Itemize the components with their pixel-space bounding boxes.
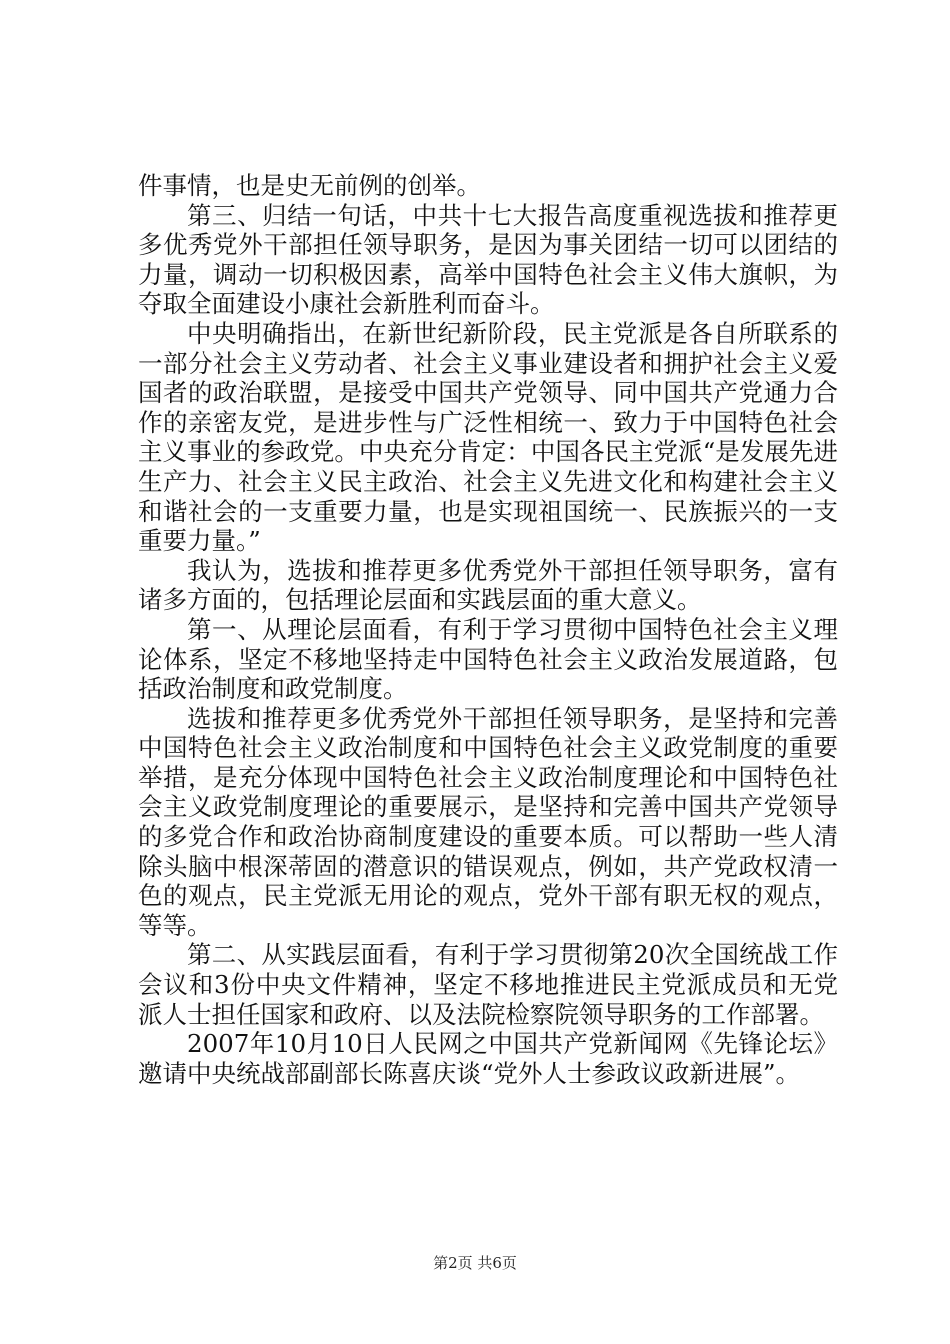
paragraph: 中央明确指出，在新世纪新阶段，民主党派是各自所联系的一部分社会主义劳动者、社会主义事业建设者和拥护社会主义爱国者的政治联盟，是接受中国共产党领导、同中国共产党通力合作的亲密友党，是进步性与广泛性相统一、致力于中国特色社会主义事业的参政党。中央充分肯定：中国各民主党派“是发展先进生产力、社会主义民主政治、社会主义先进文化和构建社会主义和谐社会的一支重要力量，也是实现祖国统一、民族振兴的一支重要力量。” bbox=[138, 318, 838, 556]
document-body bbox=[138, 171, 838, 1088]
paragraph: 我认为，选拔和推荐更多优秀党外干部担任领导职务，富有诸多方面的，包括理论层面和实践层面的重大意义。 bbox=[138, 555, 838, 615]
paragraph-continuation: 件事情，也是史无前例的创举。 bbox=[138, 171, 481, 200]
paragraph: 选拔和推荐更多优秀党外干部担任领导职务，是坚持和完善中国特色社会主义政治制度和中国特色社会主义政党制度的重要举措，是充分体现中国特色社会主义政治制度理论和中国特色社会主义政党制度理论的重要展示，是坚持和完善中国共产党领导的多党合作和政治协商制度建设的重要本质。可以帮助一些人清除头脑中根深蒂固的潜意识的错误观点，例如，共产党政权清一色的观点，民主党派无用论的观点，党外干部有职无权的观点，等等。 bbox=[138, 703, 838, 940]
page-number: 第2页 共6页 bbox=[433, 1254, 517, 1272]
paragraph: 2007年10月10日人民网之中国共产党新闻网《先锋论坛》邀请中央统战部副部长陈喜庆谈“党外人士参政议政新进展”。 bbox=[138, 1029, 838, 1088]
page-footer bbox=[0, 1253, 950, 1273]
paragraph: 第一、从理论层面看，有利于学习贯彻中国特色社会主义理论体系，坚定不移地坚持走中国特色社会主义政治发展道路，包括政治制度和政党制度。 bbox=[138, 614, 838, 704]
paragraph: 第三、归结一句话，中共十七大报告高度重视选拔和推荐更多优秀党外干部担任领导职务，是因为事关团结一切可以团结的力量，调动一切积极因素，高举中国特色社会主义伟大旗帜，为夺取全面建设小康社会新胜利而奋斗。 bbox=[138, 200, 838, 319]
paragraph: 第二、从实践层面看，有利于学习贯彻第20次全国统战工作会议和3份中央文件精神，坚定不移地推进民主党派成员和无党派人士担任国家和政府、以及法院检察院领导职务的工作部署。 bbox=[138, 940, 838, 1029]
